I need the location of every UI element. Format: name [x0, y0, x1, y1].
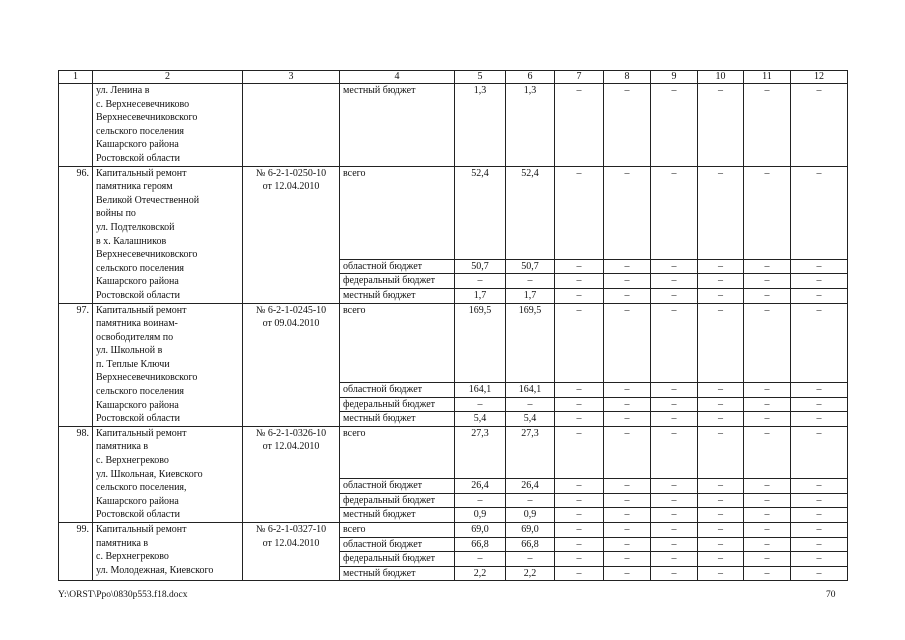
- name-line: п. Теплые Ключи: [96, 358, 170, 370]
- value-cell: –: [604, 566, 651, 581]
- value-cell: –: [555, 383, 604, 398]
- budget-source-cell: местный бюджет: [340, 412, 455, 427]
- name-line: Капитальный ремонт: [96, 304, 187, 316]
- value-cell: –: [555, 397, 604, 412]
- value-cell: 27,3: [455, 426, 506, 478]
- page-number: 70: [826, 590, 836, 600]
- value-cell: –: [651, 508, 698, 523]
- value-cell: –: [791, 479, 848, 494]
- entry-number-cell: 98.: [59, 426, 93, 522]
- value-cell: –: [604, 383, 651, 398]
- value-cell: –: [698, 412, 744, 427]
- column-header: 11: [744, 71, 791, 84]
- value-cell: –: [698, 479, 744, 494]
- value-cell: –: [555, 537, 604, 552]
- value-cell: –: [604, 397, 651, 412]
- column-header: 10: [698, 71, 744, 84]
- value-cell: –: [791, 274, 848, 289]
- budget-source-cell: всего: [340, 523, 455, 538]
- value-cell: –: [555, 303, 604, 383]
- value-cell: –: [698, 397, 744, 412]
- value-cell: –: [791, 288, 848, 303]
- budget-source-cell: всего: [340, 426, 455, 478]
- value-cell: –: [744, 288, 791, 303]
- name-line: ул. Школьной в: [96, 345, 163, 357]
- value-cell: –: [651, 479, 698, 494]
- value-cell: 66,8: [506, 537, 555, 552]
- value-cell: –: [604, 288, 651, 303]
- document-ref-line: № 6-2-1-0250-10: [255, 167, 327, 179]
- value-cell: –: [555, 508, 604, 523]
- value-cell: –: [604, 537, 651, 552]
- value-cell: –: [651, 537, 698, 552]
- value-cell: –: [744, 523, 791, 538]
- value-cell: –: [698, 537, 744, 552]
- name-line: Капитальный ремонт: [96, 167, 187, 179]
- value-cell: –: [604, 508, 651, 523]
- name-line: сельского поселения: [96, 262, 185, 274]
- value-cell: –: [744, 508, 791, 523]
- value-cell: –: [555, 259, 604, 274]
- name-line: Кашарского района: [96, 139, 179, 151]
- name-line: ул. Молодежная, Киевского: [96, 564, 214, 576]
- name-line: Капитальный ремонт: [96, 427, 187, 439]
- budget-source-cell: областной бюджет: [340, 537, 455, 552]
- value-cell: –: [651, 303, 698, 383]
- value-cell: –: [455, 493, 506, 508]
- name-line: Верхнесевечниковского: [96, 112, 198, 124]
- value-cell: 52,4: [506, 166, 555, 259]
- entry-number-cell: 96.: [59, 166, 93, 303]
- value-cell: –: [791, 566, 848, 581]
- column-header: 2: [93, 71, 243, 84]
- value-cell: –: [555, 523, 604, 538]
- value-cell: –: [744, 479, 791, 494]
- value-cell: 2,2: [506, 566, 555, 581]
- name-line: памятника героям: [96, 181, 173, 193]
- document-ref-cell: [243, 166, 340, 303]
- name-line: памятника воинам-: [96, 318, 178, 330]
- entry-number-cell: [59, 84, 93, 167]
- document-ref-cell: [243, 84, 340, 167]
- document-ref-line: № 6-2-1-0326-10: [255, 427, 327, 439]
- value-cell: –: [791, 552, 848, 567]
- value-cell: –: [698, 288, 744, 303]
- document-ref-cell: [243, 426, 340, 522]
- column-header: 4: [340, 71, 455, 84]
- value-cell: –: [604, 303, 651, 383]
- name-line: Ростовской области: [96, 509, 180, 521]
- value-cell: –: [455, 397, 506, 412]
- value-cell: 164,1: [506, 383, 555, 398]
- value-cell: 0,9: [506, 508, 555, 523]
- value-cell: 52,4: [455, 166, 506, 259]
- value-cell: –: [555, 166, 604, 259]
- budget-source-cell: федеральный бюджет: [340, 552, 455, 567]
- value-cell: –: [604, 259, 651, 274]
- budget-source-cell: областной бюджет: [340, 383, 455, 398]
- value-cell: –: [604, 84, 651, 167]
- name-line: Ростовской области: [96, 289, 180, 301]
- value-cell: 1,3: [455, 84, 506, 167]
- value-cell: –: [604, 274, 651, 289]
- budget-source-cell: федеральный бюджет: [340, 274, 455, 289]
- value-cell: –: [651, 493, 698, 508]
- value-cell: –: [555, 566, 604, 581]
- value-cell: 169,5: [506, 303, 555, 383]
- value-cell: 164,1: [455, 383, 506, 398]
- value-cell: –: [651, 426, 698, 478]
- name-line: ул. Ленина в: [96, 85, 150, 96]
- name-line: с. Верхнегреково: [96, 455, 169, 467]
- value-cell: 69,0: [455, 523, 506, 538]
- name-line: в х. Калашников: [96, 235, 167, 247]
- value-cell: 50,7: [506, 259, 555, 274]
- value-cell: –: [506, 493, 555, 508]
- document-ref-cell: [243, 303, 340, 426]
- value-cell: –: [744, 166, 791, 259]
- budget-source-cell: всего: [340, 166, 455, 259]
- value-cell: –: [791, 537, 848, 552]
- value-cell: –: [651, 166, 698, 259]
- entry-number-cell: 97.: [59, 303, 93, 426]
- value-cell: –: [744, 566, 791, 581]
- value-cell: –: [744, 412, 791, 427]
- value-cell: –: [791, 303, 848, 383]
- value-cell: 2,2: [455, 566, 506, 581]
- value-cell: –: [555, 426, 604, 478]
- object-name-cell: [93, 303, 243, 426]
- value-cell: –: [744, 303, 791, 383]
- value-cell: –: [698, 274, 744, 289]
- name-line: памятника в: [96, 441, 149, 453]
- value-cell: 26,4: [455, 479, 506, 494]
- value-cell: 50,7: [455, 259, 506, 274]
- value-cell: –: [744, 426, 791, 478]
- value-cell: –: [791, 508, 848, 523]
- value-cell: –: [744, 552, 791, 567]
- value-cell: 27,3: [506, 426, 555, 478]
- name-line: сельского поселения: [96, 386, 185, 398]
- value-cell: –: [791, 84, 848, 167]
- value-cell: –: [791, 166, 848, 259]
- value-cell: 66,8: [455, 537, 506, 552]
- value-cell: –: [604, 412, 651, 427]
- budget-source-cell: местный бюджет: [340, 566, 455, 581]
- name-line: с. Верхнегреково: [96, 551, 169, 563]
- document-ref-line: № 6-2-1-0245-10: [255, 304, 327, 316]
- value-cell: –: [744, 397, 791, 412]
- object-name-cell: [93, 166, 243, 303]
- value-cell: –: [651, 566, 698, 581]
- object-name-cell: [93, 84, 243, 167]
- value-cell: –: [698, 383, 744, 398]
- name-line: Кашарского района: [96, 495, 179, 507]
- value-cell: 5,4: [506, 412, 555, 427]
- value-cell: –: [698, 493, 744, 508]
- entry-number-cell: 99.: [59, 523, 93, 581]
- budget-source-cell: местный бюджет: [340, 84, 455, 167]
- table-row: [59, 84, 848, 167]
- document-ref-cell: [243, 523, 340, 581]
- budget-source-cell: местный бюджет: [340, 508, 455, 523]
- value-cell: –: [791, 426, 848, 478]
- value-cell: –: [791, 493, 848, 508]
- value-cell: 169,5: [455, 303, 506, 383]
- value-cell: –: [698, 552, 744, 567]
- object-name-cell: [93, 523, 243, 581]
- value-cell: –: [651, 288, 698, 303]
- value-cell: –: [555, 288, 604, 303]
- value-cell: –: [698, 84, 744, 167]
- value-cell: –: [455, 274, 506, 289]
- object-name-cell: [93, 426, 243, 522]
- value-cell: 0,9: [455, 508, 506, 523]
- table-row: [59, 523, 848, 538]
- column-header: 3: [243, 71, 340, 84]
- value-cell: –: [555, 479, 604, 494]
- value-cell: –: [651, 84, 698, 167]
- value-cell: –: [604, 493, 651, 508]
- table-row: [59, 166, 848, 259]
- column-header: 7: [555, 71, 604, 84]
- budget-source-cell: местный бюджет: [340, 288, 455, 303]
- budget-source-cell: областной бюджет: [340, 259, 455, 274]
- name-line: Верхнесевечниковского: [96, 372, 198, 384]
- name-line: освободителям по: [96, 331, 174, 343]
- value-cell: –: [455, 552, 506, 567]
- value-cell: –: [555, 274, 604, 289]
- value-cell: –: [744, 537, 791, 552]
- value-cell: –: [698, 259, 744, 274]
- value-cell: –: [791, 412, 848, 427]
- value-cell: –: [555, 552, 604, 567]
- value-cell: –: [604, 479, 651, 494]
- table-row: [59, 303, 848, 383]
- name-line: Кашарского района: [96, 276, 179, 288]
- value-cell: –: [604, 166, 651, 259]
- budget-source-cell: областной бюджет: [340, 479, 455, 494]
- value-cell: –: [791, 397, 848, 412]
- name-line: Ростовской области: [96, 152, 180, 164]
- name-line: сельского поселения: [96, 125, 185, 137]
- name-line: Ростовской области: [96, 413, 180, 425]
- value-cell: –: [698, 426, 744, 478]
- document-ref-line: от 12.04.2010: [262, 181, 320, 193]
- value-cell: –: [651, 397, 698, 412]
- value-cell: –: [698, 566, 744, 581]
- value-cell: –: [651, 259, 698, 274]
- table-row: [59, 426, 848, 478]
- value-cell: –: [791, 259, 848, 274]
- value-cell: –: [604, 523, 651, 538]
- value-cell: –: [651, 552, 698, 567]
- column-header: 12: [791, 71, 848, 84]
- value-cell: –: [791, 383, 848, 398]
- value-cell: 1,7: [455, 288, 506, 303]
- value-cell: –: [698, 523, 744, 538]
- value-cell: 1,3: [506, 84, 555, 167]
- name-line: памятника в: [96, 537, 149, 549]
- value-cell: –: [651, 412, 698, 427]
- name-line: Кашарского района: [96, 399, 179, 411]
- value-cell: –: [651, 523, 698, 538]
- column-header: 6: [506, 71, 555, 84]
- value-cell: –: [651, 274, 698, 289]
- document-ref-line: от 12.04.2010: [262, 537, 320, 549]
- column-number-row: [59, 71, 848, 84]
- file-path: Y:\ORST\Ppo\0830p553.f18.docx: [58, 590, 188, 600]
- value-cell: –: [744, 274, 791, 289]
- value-cell: –: [506, 397, 555, 412]
- table-body: [59, 84, 848, 581]
- column-header: 5: [455, 71, 506, 84]
- value-cell: –: [651, 383, 698, 398]
- value-cell: –: [604, 426, 651, 478]
- budget-table: [58, 70, 848, 581]
- document-ref-line: от 09.04.2010: [262, 318, 320, 330]
- name-line: Капитальный ремонт: [96, 524, 187, 535]
- name-line: ул. Школьная, Киевского: [96, 468, 203, 480]
- value-cell: –: [506, 274, 555, 289]
- value-cell: –: [744, 383, 791, 398]
- column-header: 8: [604, 71, 651, 84]
- value-cell: 5,4: [455, 412, 506, 427]
- value-cell: 1,7: [506, 288, 555, 303]
- value-cell: 69,0: [506, 523, 555, 538]
- value-cell: –: [555, 84, 604, 167]
- column-header: 1: [59, 71, 93, 84]
- name-line: войны по: [96, 208, 136, 220]
- name-line: с. Верхнесевечниково: [96, 98, 190, 110]
- value-cell: –: [506, 552, 555, 567]
- document-ref-line: от 12.04.2010: [262, 441, 320, 453]
- value-cell: –: [555, 412, 604, 427]
- value-cell: –: [604, 552, 651, 567]
- value-cell: –: [744, 493, 791, 508]
- value-cell: 26,4: [506, 479, 555, 494]
- document-ref-line: № 6-2-1-0327-10: [255, 524, 327, 535]
- budget-source-cell: федеральный бюджет: [340, 493, 455, 508]
- value-cell: –: [698, 508, 744, 523]
- name-line: Верхнесевечниковского: [96, 249, 198, 261]
- column-header: 9: [651, 71, 698, 84]
- budget-source-cell: федеральный бюджет: [340, 397, 455, 412]
- value-cell: –: [744, 84, 791, 167]
- value-cell: –: [744, 259, 791, 274]
- value-cell: –: [698, 303, 744, 383]
- name-line: сельского поселения,: [96, 482, 187, 494]
- value-cell: –: [555, 493, 604, 508]
- value-cell: –: [791, 523, 848, 538]
- value-cell: –: [698, 166, 744, 259]
- name-line: ул. Подтелковской: [96, 221, 175, 233]
- name-line: Великой Отечественной: [96, 194, 200, 206]
- budget-source-cell: всего: [340, 303, 455, 383]
